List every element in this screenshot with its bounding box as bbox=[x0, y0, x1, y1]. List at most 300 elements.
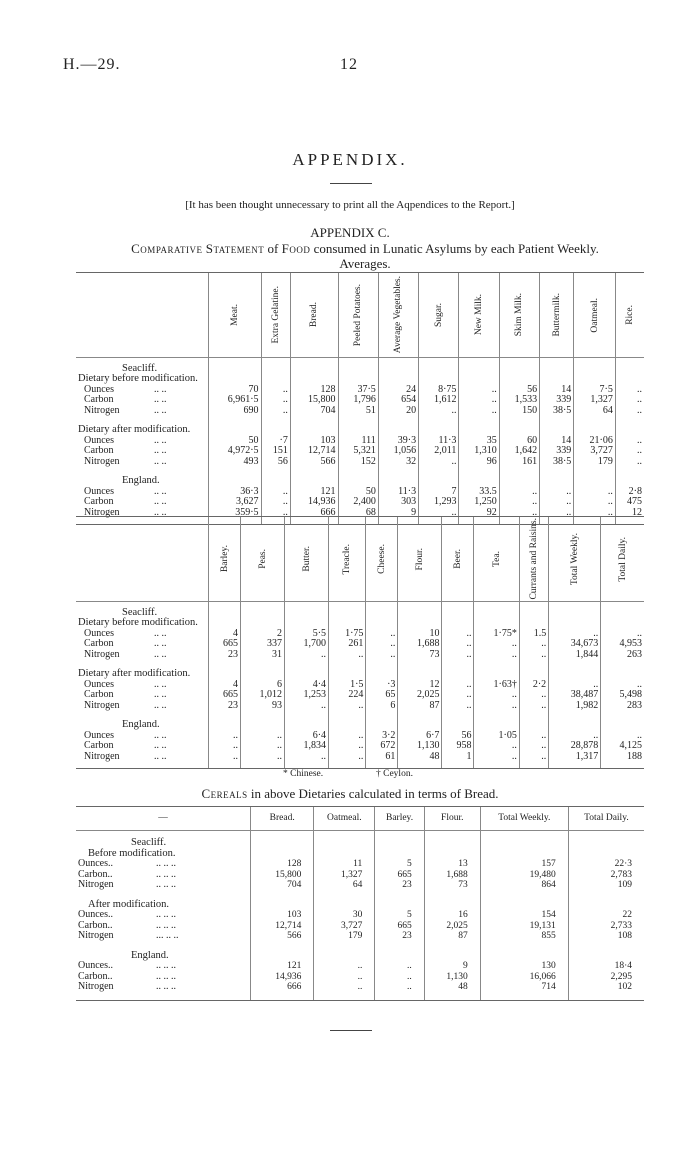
gap-cell bbox=[540, 416, 574, 425]
cell-value: .. bbox=[261, 487, 290, 498]
gap-cell bbox=[568, 891, 644, 900]
row-label-dots: .. .. .. bbox=[156, 868, 176, 880]
cell-value: .. bbox=[285, 650, 329, 661]
row-label-text: Carbon.. bbox=[78, 919, 113, 931]
gap-cell bbox=[574, 416, 616, 425]
cell-value: 690 bbox=[209, 406, 262, 417]
gap-cell bbox=[601, 660, 644, 669]
empty-cell bbox=[366, 720, 398, 731]
column-header bbox=[549, 517, 601, 602]
cell-value: 34,673 bbox=[549, 639, 601, 650]
spacer-cell bbox=[568, 830, 644, 838]
cell-value: .. bbox=[261, 508, 290, 519]
gap-cell bbox=[601, 711, 644, 720]
cell-value: 3,727 bbox=[314, 921, 375, 932]
cell-value: 23 bbox=[209, 650, 241, 661]
gap-cell bbox=[615, 416, 644, 425]
group-gap-row bbox=[76, 711, 644, 720]
cell-value: 1,700 bbox=[285, 639, 329, 650]
spacer-cell bbox=[251, 830, 314, 838]
column-header bbox=[615, 273, 644, 358]
cell-value: 92 bbox=[459, 508, 499, 519]
table-row bbox=[76, 931, 644, 942]
row-label-dots: .. .. bbox=[154, 740, 167, 751]
cell-value: 19,131 bbox=[480, 921, 568, 932]
empty-cell bbox=[499, 364, 539, 375]
cell-value: 48 bbox=[424, 982, 480, 993]
group-title: Dietary before modification. bbox=[78, 617, 198, 628]
cell-value: .. bbox=[375, 982, 424, 993]
column-header-label: Beer. bbox=[452, 549, 463, 569]
cell-value: 13 bbox=[424, 859, 480, 870]
row-label-text: Nitrogen bbox=[84, 404, 120, 416]
group-title: Dietary after modification. bbox=[78, 424, 191, 435]
gap-cell bbox=[459, 467, 499, 476]
cell-value: .. bbox=[519, 701, 548, 712]
gap-cell bbox=[209, 660, 241, 669]
empty-cell bbox=[568, 849, 644, 860]
column-header bbox=[499, 273, 539, 358]
cell-value: 704 bbox=[251, 880, 314, 891]
appendix-note: [It has been thought unnecessary to print all the Aqpendices to the Report.] bbox=[185, 199, 515, 211]
row-label-text: Nitrogen bbox=[78, 879, 114, 890]
cell-value: .. bbox=[615, 406, 644, 417]
column-header: Total Weekly. bbox=[480, 807, 568, 831]
empty-cell bbox=[366, 669, 398, 680]
header-stub bbox=[76, 273, 209, 358]
cell-value: .. bbox=[615, 457, 644, 468]
cell-value: 61 bbox=[366, 752, 398, 763]
end-cell bbox=[442, 762, 474, 768]
column-header-label: Oatmeal. bbox=[589, 297, 600, 333]
cell-value: .. bbox=[419, 508, 459, 519]
cell-value: 157 bbox=[480, 859, 568, 870]
end-cell bbox=[285, 762, 329, 768]
cell-value: .. bbox=[540, 497, 574, 508]
group-title: Seacliff. bbox=[131, 837, 167, 848]
cell-value: .. bbox=[209, 741, 241, 752]
table-row bbox=[76, 457, 644, 468]
cell-value: 1,642 bbox=[499, 446, 539, 457]
cell-value: 2,011 bbox=[419, 446, 459, 457]
statement-averages: Averages. bbox=[339, 256, 391, 271]
cell-value: .. bbox=[261, 406, 290, 417]
statement-word-food: Food bbox=[281, 241, 311, 256]
cell-value: .. bbox=[615, 395, 644, 406]
cell-value: 16 bbox=[424, 910, 480, 921]
empty-cell bbox=[615, 476, 644, 487]
cell-value: 9 bbox=[378, 508, 418, 519]
empty-cell bbox=[285, 608, 329, 619]
end-cell bbox=[519, 762, 548, 768]
cell-value: 1.5 bbox=[519, 629, 548, 640]
cell-value: 73 bbox=[424, 880, 480, 891]
row-label bbox=[76, 395, 209, 406]
group-title: Seacliff. bbox=[122, 362, 158, 374]
cell-value: 3·2 bbox=[366, 731, 398, 742]
cell-value: 1,688 bbox=[424, 870, 480, 881]
spacer-cell bbox=[424, 830, 480, 838]
gap-cell bbox=[209, 467, 262, 476]
empty-cell bbox=[480, 951, 568, 962]
page-number: 12 bbox=[340, 56, 358, 73]
column-header-label: Cheese. bbox=[376, 544, 387, 574]
cell-value: 672 bbox=[366, 741, 398, 752]
group-gap-row bbox=[76, 467, 644, 476]
end-cell bbox=[424, 993, 480, 1001]
empty-cell bbox=[568, 900, 644, 911]
gap-cell bbox=[329, 660, 366, 669]
cell-value: 19,480 bbox=[480, 870, 568, 881]
cell-value: 666 bbox=[290, 508, 338, 519]
gap-cell bbox=[424, 942, 480, 951]
cell-value: 493 bbox=[209, 457, 262, 468]
cell-value: 11·3 bbox=[419, 436, 459, 447]
group-title-row bbox=[76, 838, 644, 849]
row-label bbox=[76, 639, 209, 650]
column-header-label: Barley. bbox=[219, 545, 230, 573]
empty-cell bbox=[209, 425, 262, 436]
cell-value: 108 bbox=[568, 931, 644, 942]
column-header: Total Daily. bbox=[568, 807, 644, 831]
gap-cell bbox=[398, 660, 442, 669]
cell-value: 64 bbox=[314, 880, 375, 891]
cell-value: 2,783 bbox=[568, 870, 644, 881]
cell-value: ·3 bbox=[366, 680, 398, 691]
statement-word-of: of bbox=[267, 241, 279, 256]
empty-cell bbox=[474, 618, 519, 629]
cell-value: .. bbox=[209, 731, 241, 742]
spacer-cell bbox=[375, 830, 424, 838]
cell-value: .. bbox=[442, 701, 474, 712]
cell-value: 666 bbox=[251, 982, 314, 993]
empty-cell bbox=[209, 608, 241, 619]
empty-cell bbox=[285, 720, 329, 731]
cell-value: .. bbox=[442, 650, 474, 661]
cell-value: 1,056 bbox=[378, 446, 418, 457]
end-cell bbox=[480, 993, 568, 1001]
cell-value: .. bbox=[519, 690, 548, 701]
gap-cell bbox=[261, 416, 290, 425]
gap-cell bbox=[540, 467, 574, 476]
column-header bbox=[519, 517, 548, 602]
cell-value: 1,130 bbox=[424, 972, 480, 983]
row-label-dots: .. .. bbox=[154, 648, 167, 660]
header-row bbox=[76, 517, 644, 602]
row-label-dots: .. .. bbox=[154, 627, 167, 639]
column-header-label: Sugar. bbox=[433, 302, 444, 327]
cell-value: 154 bbox=[480, 910, 568, 921]
row-label-dots: ... .. .. bbox=[156, 930, 179, 941]
cell-value: ·7 bbox=[261, 436, 290, 447]
cell-value: 20 bbox=[378, 406, 418, 417]
empty-cell bbox=[261, 476, 290, 487]
gap-cell bbox=[442, 660, 474, 669]
empty-cell bbox=[459, 374, 499, 385]
empty-cell bbox=[540, 364, 574, 375]
column-header bbox=[338, 273, 378, 358]
column-header-label: Total Daily. bbox=[617, 536, 628, 582]
cell-value: 665 bbox=[375, 870, 424, 881]
cell-value: 60 bbox=[499, 436, 539, 447]
gap-cell bbox=[378, 416, 418, 425]
cell-value: 1,327 bbox=[314, 870, 375, 881]
cell-value: 179 bbox=[314, 931, 375, 942]
column-header bbox=[209, 517, 241, 602]
empty-cell bbox=[285, 669, 329, 680]
column-header bbox=[261, 273, 290, 358]
cell-value: 87 bbox=[424, 931, 480, 942]
statement-word-statement: Statement bbox=[205, 241, 265, 256]
cell-value: 111 bbox=[338, 436, 378, 447]
column-header-label: Skim Milk. bbox=[514, 293, 525, 337]
empty-cell bbox=[378, 476, 418, 487]
cell-value: 2,400 bbox=[338, 497, 378, 508]
gap-cell bbox=[459, 416, 499, 425]
gap-cell bbox=[290, 467, 338, 476]
cell-value: 224 bbox=[329, 690, 366, 701]
cell-value: 1·75* bbox=[474, 629, 519, 640]
group-title: Seacliff. bbox=[122, 606, 158, 618]
row-label-dots: .. .. .. bbox=[156, 919, 176, 931]
cell-value: 179 bbox=[574, 457, 616, 468]
footnote-chinese: * Chinese. bbox=[283, 769, 324, 779]
empty-cell bbox=[519, 720, 548, 731]
cell-value: 1,982 bbox=[549, 701, 601, 712]
empty-cell bbox=[329, 720, 366, 731]
empty-cell bbox=[474, 720, 519, 731]
cell-value: 5,498 bbox=[601, 690, 644, 701]
cell-value: 2,295 bbox=[568, 972, 644, 983]
cell-value: 33.5 bbox=[459, 487, 499, 498]
empty-cell bbox=[261, 374, 290, 385]
cell-value: .. bbox=[375, 961, 424, 972]
empty-cell bbox=[329, 608, 366, 619]
row-label-dots: .. .. bbox=[154, 699, 167, 711]
cell-value: 24 bbox=[378, 385, 418, 396]
cell-value: 6,961·5 bbox=[209, 395, 262, 406]
column-header bbox=[540, 273, 574, 358]
statement-rest: consumed in Lunatic Asylums by each Patient Weekly. bbox=[313, 241, 599, 256]
cell-value: .. bbox=[549, 629, 601, 640]
gap-cell bbox=[568, 942, 644, 951]
cell-value: 665 bbox=[209, 639, 241, 650]
cell-value: .. bbox=[329, 741, 366, 752]
empty-cell bbox=[314, 900, 375, 911]
cell-value: 28,878 bbox=[549, 741, 601, 752]
end-cell bbox=[251, 993, 314, 1001]
cell-value: 150 bbox=[499, 406, 539, 417]
row-label-dots: .. .. bbox=[154, 638, 167, 649]
row-label-text: Carbon.. bbox=[78, 868, 113, 880]
end-cell bbox=[241, 762, 285, 768]
empty-cell bbox=[442, 720, 474, 731]
gap-cell bbox=[480, 942, 568, 951]
cell-value: .. bbox=[285, 752, 329, 763]
cell-value: 2·2 bbox=[519, 680, 548, 691]
empty-cell bbox=[424, 951, 480, 962]
cell-value: 1,130 bbox=[398, 741, 442, 752]
cell-value: 10 bbox=[398, 629, 442, 640]
cell-value: 68 bbox=[338, 508, 378, 519]
column-header bbox=[459, 273, 499, 358]
row-label bbox=[76, 406, 209, 417]
cell-value: 665 bbox=[375, 921, 424, 932]
cell-value: .. bbox=[519, 741, 548, 752]
row-label bbox=[76, 690, 209, 701]
cell-value: 56 bbox=[499, 385, 539, 396]
cell-value: 15,800 bbox=[251, 870, 314, 881]
cell-value: 18·4 bbox=[568, 961, 644, 972]
cell-value: .. bbox=[601, 680, 644, 691]
empty-cell bbox=[442, 618, 474, 629]
gap-cell bbox=[285, 660, 329, 669]
cell-value: 48 bbox=[398, 752, 442, 763]
row-label-dots: .. .. .. bbox=[156, 909, 176, 920]
row-label-text: Ounces bbox=[84, 627, 114, 639]
column-header bbox=[601, 517, 644, 602]
cell-value: 50 bbox=[338, 487, 378, 498]
group-title: Dietary before modification. bbox=[78, 373, 198, 384]
cell-value: .. bbox=[519, 650, 548, 661]
cell-value: 2·8 bbox=[615, 487, 644, 498]
cell-value: .. bbox=[285, 701, 329, 712]
table-row bbox=[76, 880, 644, 891]
table-row bbox=[76, 752, 644, 763]
cell-value: .. bbox=[499, 487, 539, 498]
empty-cell bbox=[480, 900, 568, 911]
cell-value: 22 bbox=[568, 910, 644, 921]
empty-cell bbox=[419, 374, 459, 385]
cell-value: 73 bbox=[398, 650, 442, 661]
gap-cell bbox=[480, 891, 568, 900]
gap-cell bbox=[209, 416, 262, 425]
cell-value: .. bbox=[209, 752, 241, 763]
cell-value: 864 bbox=[480, 880, 568, 891]
cell-value: .. bbox=[314, 982, 375, 993]
gap-cell bbox=[424, 891, 480, 900]
row-label bbox=[76, 650, 209, 661]
cell-value: 6·7 bbox=[398, 731, 442, 742]
gap-cell bbox=[549, 660, 601, 669]
gap-cell bbox=[314, 942, 375, 951]
empty-cell bbox=[424, 838, 480, 849]
cell-value: 1,253 bbox=[285, 690, 329, 701]
title-rule bbox=[330, 183, 372, 184]
cell-value: .. bbox=[329, 752, 366, 763]
empty-cell bbox=[290, 364, 338, 375]
cell-value: 4,972·5 bbox=[209, 446, 262, 457]
table-row bbox=[76, 701, 644, 712]
cell-value: 1,844 bbox=[549, 650, 601, 661]
cell-value: .. bbox=[261, 497, 290, 508]
cell-value: 4,953 bbox=[601, 639, 644, 650]
column-header: Barley. bbox=[375, 807, 424, 831]
row-label-dots: .. .. bbox=[154, 404, 167, 416]
table-end-row bbox=[76, 762, 644, 768]
row-label bbox=[76, 880, 251, 891]
gap-cell bbox=[241, 711, 285, 720]
row-label bbox=[76, 931, 251, 942]
cell-value: 566 bbox=[290, 457, 338, 468]
cell-value: 31 bbox=[241, 650, 285, 661]
empty-cell bbox=[378, 425, 418, 436]
cell-value: 121 bbox=[290, 487, 338, 498]
gap-cell bbox=[366, 711, 398, 720]
empty-cell bbox=[519, 618, 548, 629]
cell-value: 32 bbox=[378, 457, 418, 468]
row-label-dots: .. .. bbox=[154, 394, 167, 405]
cell-value: 1,293 bbox=[419, 497, 459, 508]
cell-value: 7 bbox=[419, 487, 459, 498]
cell-value: .. bbox=[474, 690, 519, 701]
cell-value: .. bbox=[442, 680, 474, 691]
empty-cell bbox=[375, 951, 424, 962]
cell-value: .. bbox=[574, 487, 616, 498]
cell-value: 9 bbox=[424, 961, 480, 972]
gap-cell bbox=[549, 711, 601, 720]
cell-value: .. bbox=[615, 446, 644, 457]
cell-value: 30 bbox=[314, 910, 375, 921]
header-stub bbox=[76, 517, 209, 602]
empty-cell bbox=[314, 849, 375, 860]
gap-cell bbox=[314, 891, 375, 900]
cell-value: 303 bbox=[378, 497, 418, 508]
empty-cell bbox=[261, 425, 290, 436]
cell-value: .. bbox=[474, 752, 519, 763]
empty-cell bbox=[241, 720, 285, 731]
column-header-label: New Milk. bbox=[474, 294, 485, 336]
cell-value: .. bbox=[540, 508, 574, 519]
cell-value: .. bbox=[442, 629, 474, 640]
cell-value: 12 bbox=[615, 508, 644, 519]
empty-cell bbox=[290, 374, 338, 385]
row-label bbox=[76, 982, 251, 993]
cell-value: .. bbox=[419, 406, 459, 417]
end-cell bbox=[474, 762, 519, 768]
cell-value: .. bbox=[574, 508, 616, 519]
column-header bbox=[290, 273, 338, 358]
cell-value: .. bbox=[519, 731, 548, 742]
empty-cell bbox=[574, 364, 616, 375]
row-label-text: Carbon bbox=[84, 689, 114, 700]
row-label bbox=[76, 497, 209, 508]
cell-value: 3,627 bbox=[209, 497, 262, 508]
cell-value: .. bbox=[474, 741, 519, 752]
cell-value: .. bbox=[241, 741, 285, 752]
gap-cell bbox=[338, 467, 378, 476]
cell-value: 1,796 bbox=[338, 395, 378, 406]
table-end-row bbox=[76, 993, 644, 1001]
row-label-text: Nitrogen bbox=[78, 930, 114, 941]
row-label-dots: .. .. .. bbox=[156, 981, 176, 992]
empty-cell bbox=[375, 849, 424, 860]
empty-cell bbox=[459, 476, 499, 487]
row-label-dots: .. .. bbox=[154, 729, 167, 741]
end-cell bbox=[549, 762, 601, 768]
column-header-label: Total Weekly. bbox=[569, 532, 580, 586]
page-title: APPENDIX. bbox=[292, 150, 408, 169]
cell-value: .. bbox=[314, 961, 375, 972]
empty-cell bbox=[241, 618, 285, 629]
cell-value: .. bbox=[329, 701, 366, 712]
column-header-label: Rice. bbox=[624, 305, 635, 325]
row-label-text: Carbon bbox=[84, 394, 114, 405]
empty-cell bbox=[442, 669, 474, 680]
empty-cell bbox=[419, 425, 459, 436]
cell-value: 103 bbox=[290, 436, 338, 447]
empty-cell bbox=[499, 374, 539, 385]
